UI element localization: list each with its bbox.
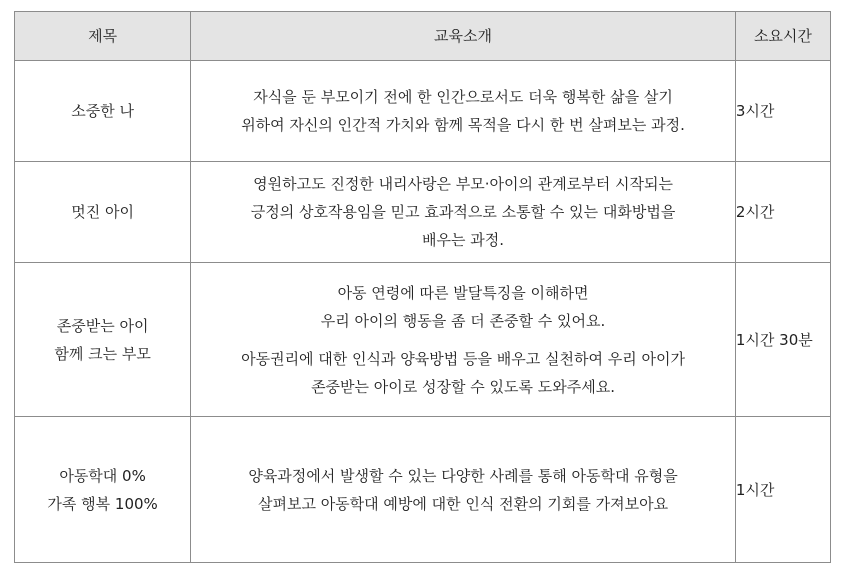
header-description: 교육소개 [191,12,736,61]
table-row [15,263,831,417]
table-row [15,61,831,162]
program-duration: 2시간 [735,162,830,263]
program-title-line: 아동학대 0% [59,466,146,485]
description-paragraph [191,83,735,139]
description-line: 양육과정에서 발생할 수 있는 다양한 사례를 통해 아동학대 유형을 [248,466,678,485]
program-duration: 3시간 [735,61,830,162]
header-title: 제목 [15,12,191,61]
description-paragraph [191,462,735,518]
program-title-line: 가족 행복 100% [47,494,158,513]
program-duration: 1시간 [735,417,830,563]
program-description-cell [191,263,736,417]
header-row [15,12,831,61]
description-line: 우리 아이의 행동을 좀 더 존중할 수 있어요. [320,311,606,330]
description-line: 영원하고도 진정한 내리사랑은 부모·아이의 관계로부터 시작되는 [253,175,673,193]
program-title-cell [15,263,191,417]
program-description-cell [191,417,736,563]
program-title-line: 멋진 아이 [71,203,134,221]
program-title-cell [15,162,191,263]
program-title-cell [15,61,191,162]
program-title-line: 존중받는 아이 [56,316,149,335]
description-line: 존중받는 아이로 성장할 수 있도록 도와주세요. [311,377,615,396]
description-line: 살펴보고 아동학대 예방에 대한 인식 전환의 기회를 가져보아요 [257,494,669,513]
description-line: 아동권리에 대한 인식과 양육방법 등을 배우고 실천하여 우리 아이가 [241,349,685,368]
program-title-cell [15,417,191,563]
description-line: 배우는 과정. [422,231,505,249]
header-duration: 소요시간 [735,12,830,61]
program-title-line: 함께 크는 부모 [54,344,151,363]
program-duration: 1시간 30분 [735,263,830,417]
program-description-cell [191,61,736,162]
description-line: 위하여 자신의 인간적 가치와 함께 목적을 다시 한 번 살펴보는 과정. [241,116,685,134]
program-description-cell [191,162,736,263]
description-line: 아동 연령에 따른 발달특징을 이해하면 [337,283,589,302]
description-line: 긍정의 상호작용임을 믿고 효과적으로 소통할 수 있는 대화방법을 [250,203,676,221]
description-paragraph [191,279,735,335]
description-paragraph [191,345,735,401]
education-program-table [14,11,831,563]
description-line: 자식을 둔 부모이기 전에 한 인간으로서도 더욱 행복한 삶을 살기 [253,88,673,106]
table-row [15,162,831,263]
description-paragraph [191,170,735,254]
program-title-line: 소중한 나 [71,102,134,120]
table-row [15,417,831,563]
